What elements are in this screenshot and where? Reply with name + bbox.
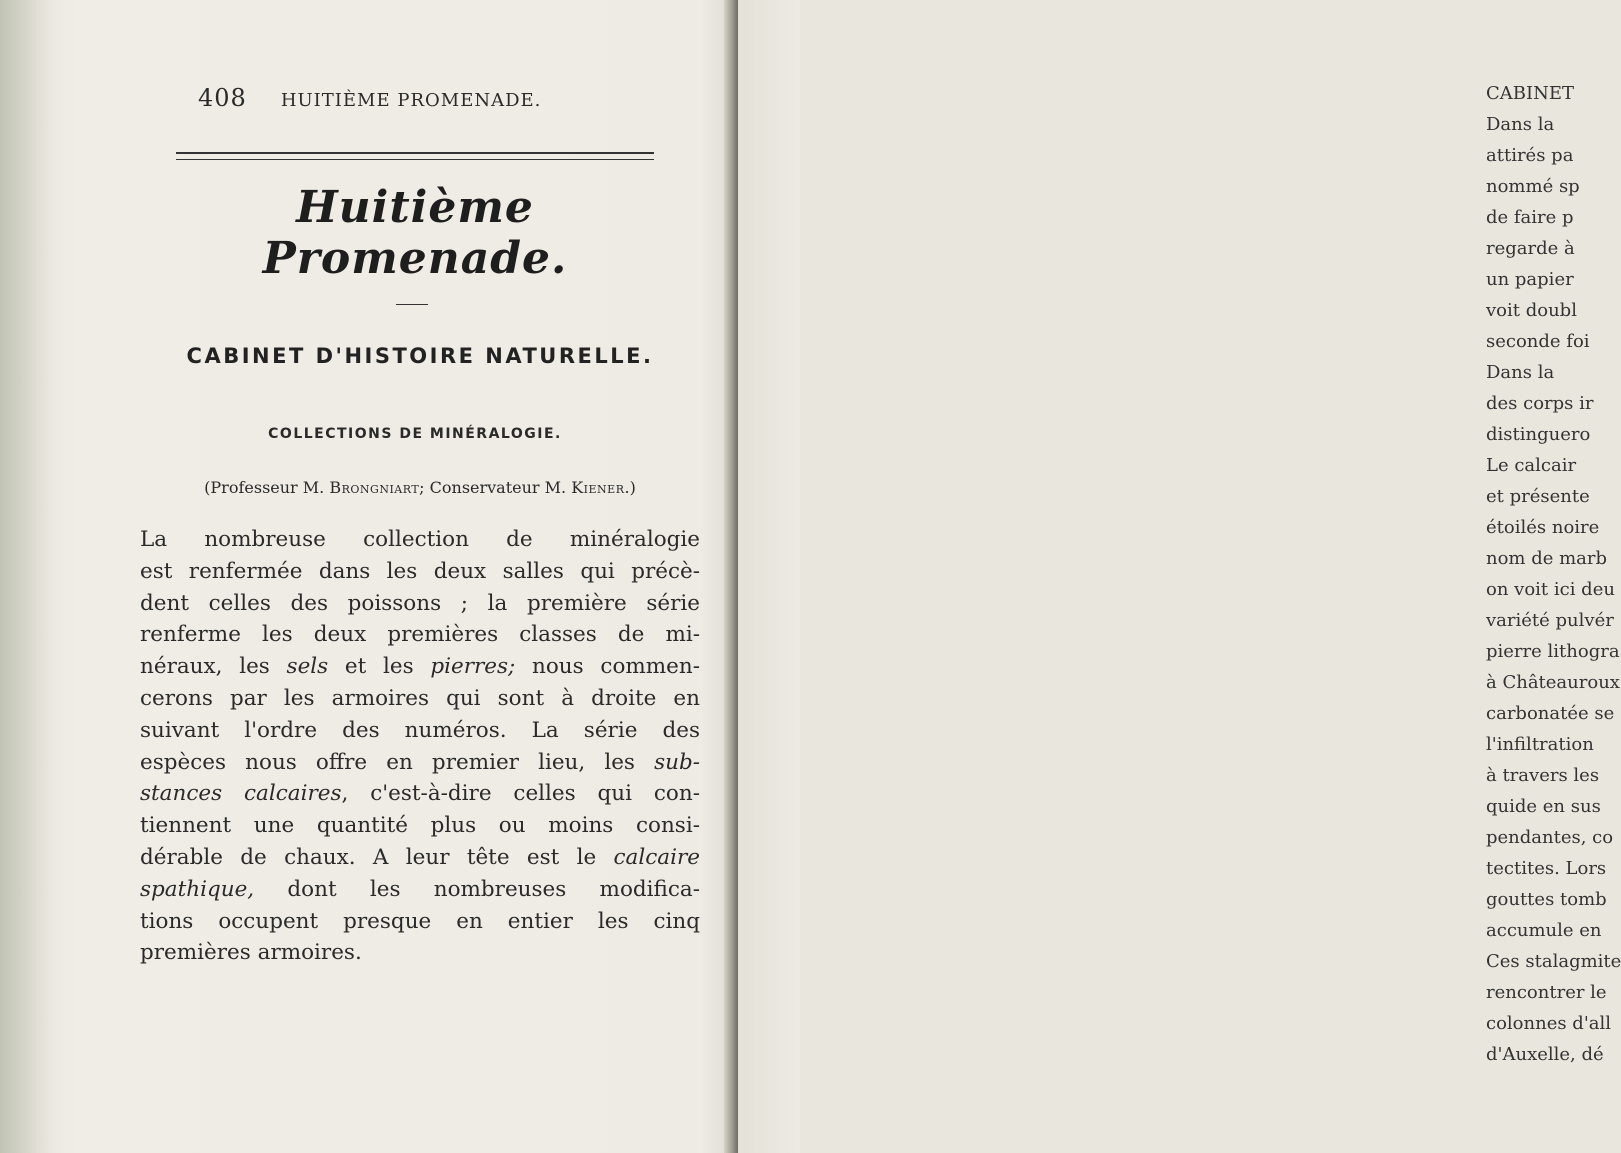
text-run: , c'est-à-dire celles qui con- (341, 781, 700, 807)
facing-page (738, 0, 1621, 1153)
book-gutter (724, 0, 738, 1153)
body-line: tiennent une quantité plus ou moins consi- (140, 813, 700, 839)
facing-page-line: nommé sp (1486, 176, 1580, 197)
facing-page-line: variété pulvér (1486, 610, 1614, 631)
body-line: tions occupent presque en entier les cinq (140, 908, 700, 934)
facing-page-line: Le calcair (1486, 455, 1577, 476)
text-run: dérable de chaux. A leur tête est le (140, 844, 614, 870)
facing-page-line: pendantes, co (1486, 827, 1614, 848)
staff-credits (140, 478, 700, 497)
facing-page-line: accumule en (1486, 920, 1602, 941)
facing-page-line: Dans la (1486, 362, 1555, 383)
facing-page-line: à travers les (1486, 765, 1600, 786)
text-run-italic: calcaire (613, 844, 700, 870)
facing-page-line: seconde foi (1486, 331, 1590, 352)
staff-close: .) (624, 478, 636, 497)
facing-page-line: colonnes d'all (1486, 1013, 1612, 1034)
text-run: nous commen- (515, 654, 700, 680)
body-line: premières armoires. (140, 940, 362, 966)
page-number: 408 (198, 84, 247, 112)
body-line: suivant l'ordre des numéros. La série des (140, 717, 700, 743)
body-line: renferme les deux premières classes de mi- (140, 622, 700, 648)
chapter-title: Huitième Promenade. (262, 182, 568, 284)
facing-page-line: à Châteauroux (1486, 672, 1620, 693)
facing-page-line: attirés pa (1486, 145, 1574, 166)
professor-name: Brongniart (329, 478, 420, 497)
body-line: est renfermée dans les deux salles qui précè- (140, 558, 700, 584)
body-line: cerons par les armoires qui sont à droite en (140, 685, 700, 711)
body-line (140, 651, 700, 683)
curator-name: Kiener (571, 478, 625, 497)
facing-page-line: étoilés noire (1486, 517, 1600, 538)
facing-page-line: voit doubl (1486, 300, 1577, 321)
running-header (198, 84, 638, 112)
text-run: dont les nombreuses modifica- (254, 876, 700, 902)
body-paragraph (140, 524, 700, 969)
facing-page-line: nom de marb (1486, 548, 1608, 569)
text-run-italic: stances calcaires (140, 781, 342, 807)
text-run: et les (328, 654, 431, 680)
title-separator-rule (396, 304, 428, 305)
staff-open: (Professeur M. (204, 478, 330, 497)
facing-page-line: CABINET (1486, 83, 1575, 104)
body-line (140, 747, 700, 779)
header-double-rule (176, 152, 654, 160)
text-run-italic: pierres; (430, 654, 516, 680)
facing-page-line: quide en sus (1486, 796, 1601, 817)
facing-page-line: tectites. Lors (1486, 858, 1607, 879)
staff-middle: ; Conservateur M. (419, 478, 572, 497)
text-run-italic: sub- (654, 749, 700, 775)
text-run-italic: sels (286, 654, 329, 680)
page-edge-stain (0, 0, 60, 1153)
body-line (140, 874, 700, 906)
text-run: espèces nous offre en premier lieu, les (140, 749, 655, 775)
facing-page-line: Ces stalagmite (1486, 951, 1621, 972)
facing-page-line: pierre lithogra (1486, 641, 1620, 662)
subsection-heading: COLLECTIONS DE MINÉRALOGIE. (268, 426, 562, 442)
running-title: HUITIÈME PROMENADE. (280, 90, 542, 111)
facing-page-line: des corps ir (1486, 393, 1594, 414)
facing-page-line: distinguero (1486, 424, 1591, 445)
section-heading: CABINET D'HISTOIRE NATURELLE. (186, 344, 654, 368)
facing-page-line: l'infiltration (1486, 734, 1594, 755)
facing-page-line: rencontrer le (1486, 982, 1607, 1003)
facing-page-line: d'Auxelle, dé (1486, 1044, 1604, 1065)
text-run-italic: spathique, (140, 876, 255, 902)
facing-page-line: et présente (1486, 486, 1590, 507)
facing-page-line: regarde à (1486, 238, 1575, 259)
body-line: La nombreuse collection de minéralogie (140, 527, 700, 552)
facing-page-line: de faire p (1486, 207, 1574, 228)
facing-page-text (1486, 78, 1621, 1070)
main-page (0, 0, 734, 1153)
facing-page-line: gouttes tomb (1486, 889, 1607, 910)
facing-page-line: carbonatée se (1486, 703, 1615, 724)
facing-page-line: Dans la (1486, 114, 1555, 135)
text-run: néraux, les (140, 654, 287, 680)
facing-page-line: on voit ici deu (1486, 579, 1615, 600)
body-line: dent celles des poissons ; la première série (140, 590, 700, 616)
body-line (140, 778, 700, 810)
body-line (140, 842, 700, 874)
facing-page-line: un papier (1486, 269, 1574, 290)
